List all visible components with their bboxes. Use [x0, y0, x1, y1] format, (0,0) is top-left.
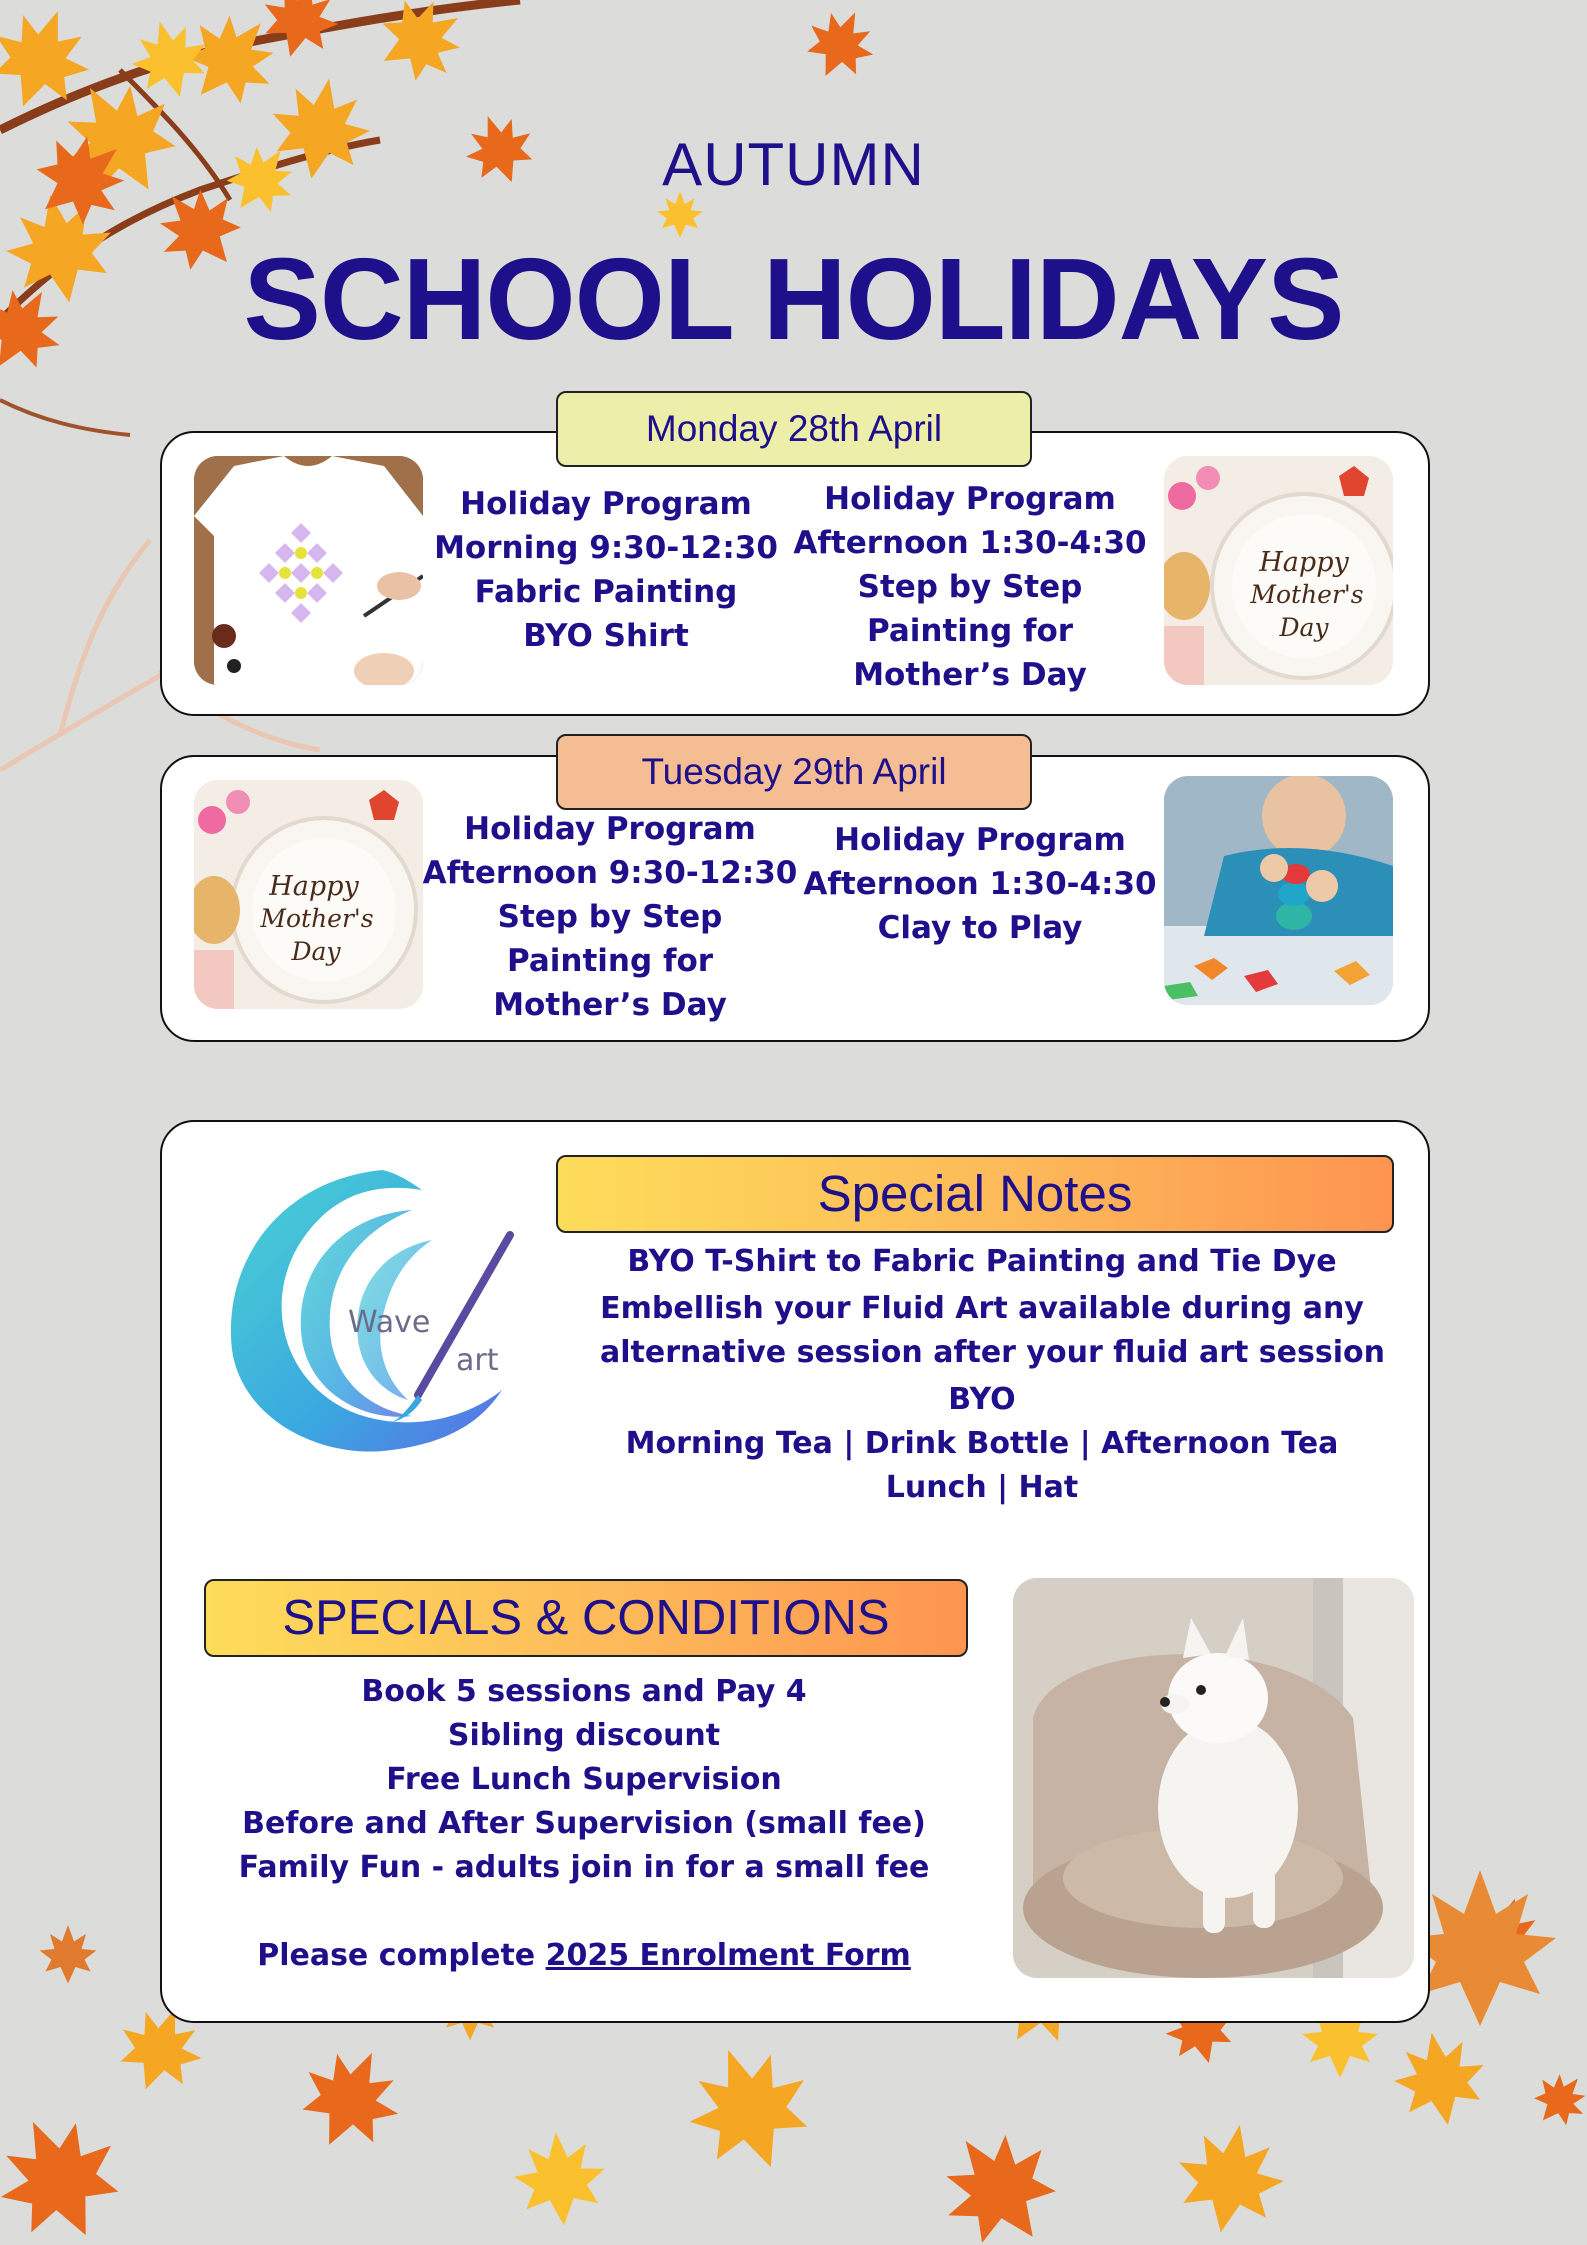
program-line: Painting for	[506, 943, 714, 979]
spacer	[224, 1890, 944, 1934]
mothers-day-plate-photo	[194, 780, 423, 1009]
program-line: Mother’s Day	[853, 657, 1087, 693]
program-line: Holiday Program	[834, 822, 1126, 858]
enrolment-form-link[interactable]: 2025 Enrolment Form	[545, 1938, 911, 1973]
program-line: Step by Step	[857, 569, 1083, 605]
program-line: Painting for	[866, 613, 1074, 649]
date-label-tuesday: Tuesday 29th April	[556, 734, 1032, 810]
plate-text-line: Mother's	[260, 904, 374, 933]
program-line: Afternoon 1:30-4:30	[793, 525, 1147, 561]
plate-text-line: Day	[291, 937, 341, 966]
enrolment-prefix: Please complete	[257, 1938, 546, 1973]
maple-leaf-small-left	[38, 1925, 98, 1985]
special-notes-text	[600, 1240, 1385, 1510]
plate-text-line: Day	[1279, 613, 1329, 642]
logo-word-wave: Wave	[348, 1305, 431, 1340]
program-line: Afternoon 9:30-12:30	[422, 855, 798, 891]
clay-play-photo	[1164, 776, 1393, 1005]
date-label-monday: Monday 28th April	[556, 391, 1032, 467]
special-line: Family Fun - adults join in for a small fee	[238, 1850, 930, 1885]
program-line: Holiday Program	[464, 811, 756, 847]
mothers-day-plate-photo	[1164, 456, 1393, 685]
tshirt-photo	[194, 456, 423, 685]
program-line: Fabric Painting	[474, 574, 738, 610]
page-title: SCHOOL HOLIDAYS	[243, 234, 1344, 364]
plate-text-line: Happy	[1259, 547, 1349, 578]
program-line: Morning 9:30-12:30	[434, 530, 778, 566]
program-line: Holiday Program	[460, 486, 752, 522]
note-line: Lunch | Hat	[885, 1470, 1079, 1505]
special-line: Sibling discount	[447, 1718, 721, 1753]
specials-banner: SPECIALS & CONDITIONS	[204, 1579, 968, 1657]
special-line: Free Lunch Supervision	[386, 1762, 782, 1797]
note-line: BYO T-Shirt to Fabric Painting and Tie Dye	[627, 1244, 1337, 1279]
program-line: Afternoon 1:30-4:30	[803, 866, 1157, 902]
note-line: Embellish your Fluid Art available during any	[600, 1291, 1364, 1326]
enrolment-line	[224, 1934, 944, 1978]
specials-text	[224, 1670, 944, 1978]
logo-word-art: art	[456, 1343, 499, 1378]
plate-text-line: Happy	[269, 871, 359, 902]
special-line: Before and After Supervision (small fee)	[242, 1806, 926, 1841]
program-line: Step by Step	[497, 899, 723, 935]
tuesday-afternoon-program	[800, 818, 1160, 950]
note-line: BYO	[948, 1382, 1016, 1417]
note-line: alternative session after your fluid art session	[600, 1335, 1385, 1370]
program-line: Clay to Play	[877, 910, 1083, 946]
monday-afternoon-program	[790, 477, 1150, 697]
note-line: Morning Tea | Drink Bottle | Afternoon Tea	[625, 1426, 1339, 1461]
special-notes-banner: Special Notes	[556, 1155, 1394, 1233]
dog-photo	[1013, 1578, 1414, 1978]
tuesday-morning-program	[420, 807, 800, 1027]
special-line: Book 5 sessions and Pay 4	[361, 1674, 807, 1709]
wave-art-logo	[222, 1160, 522, 1470]
plate-text-line: Mother's	[1250, 580, 1364, 609]
monday-morning-program	[420, 482, 792, 658]
program-line: BYO Shirt	[523, 618, 689, 654]
program-line: Holiday Program	[824, 481, 1116, 517]
program-line: Mother’s Day	[493, 987, 727, 1023]
page-pretitle: AUTUMN	[662, 131, 925, 198]
